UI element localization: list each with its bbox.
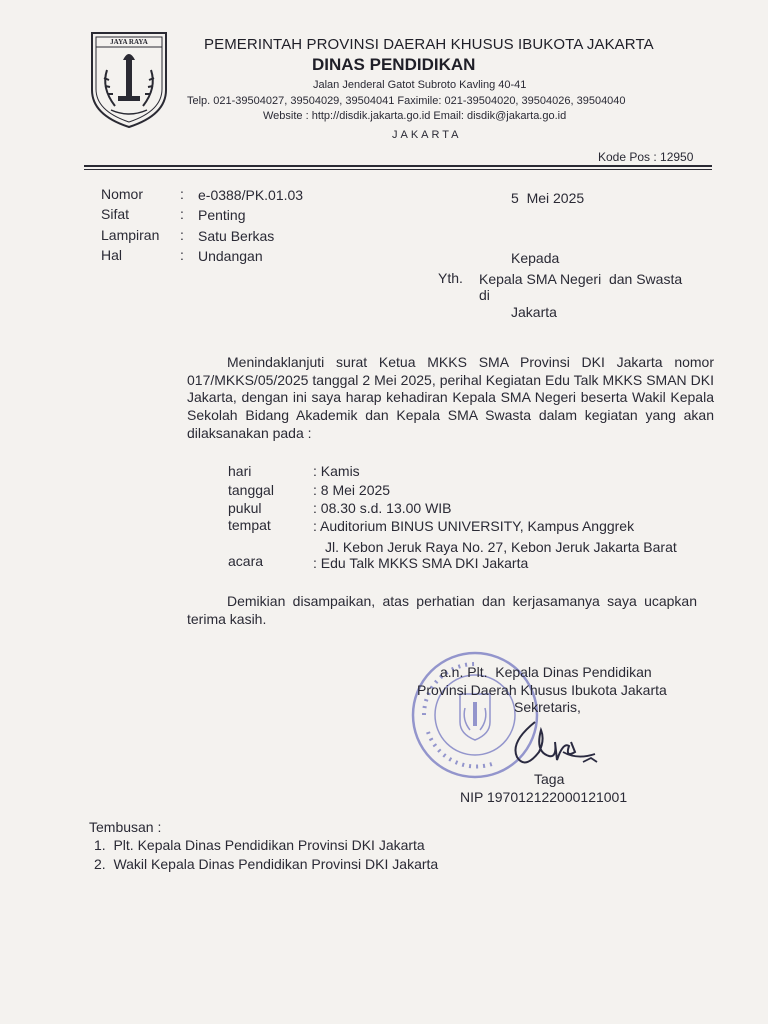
nomor-colon: : xyxy=(180,186,184,202)
letterhead-agency: DINAS PENDIDIKAN xyxy=(312,55,476,74)
sifat-label: Sifat xyxy=(101,206,130,222)
nomor-value: e-0388/PK.01.03 xyxy=(198,187,304,203)
lampiran-label: Lampiran xyxy=(101,227,160,243)
crest-motto: JAYA RAYA xyxy=(110,38,148,46)
signature-on-behalf: a.n. Plt. Kepala Dinas Pendidikan xyxy=(440,664,652,680)
letterhead-city: JAKARTA xyxy=(392,129,462,141)
letter-date: 5 Mei 2025 xyxy=(511,190,585,206)
recipient-name: Kepala SMA Negeri dan Swasta xyxy=(479,271,683,287)
letterhead-web: Website : http://disdik.jakarta.go.id Email: disdik@jakarta.go.id xyxy=(263,110,567,122)
cc-item: 2. Wakil Kepala Dinas Pendidikan Provinsi DKI Jakarta xyxy=(94,856,439,872)
postal-code: Kode Pos : 12950 xyxy=(598,150,694,164)
tanggal-label: tanggal xyxy=(228,482,274,498)
tempat-value: : Auditorium BINUS UNIVERSITY, Kampus Anggrek xyxy=(313,518,635,534)
cc-item: 1. Plt. Kepala Dinas Pendidikan Provinsi DKI Jakarta xyxy=(94,837,425,853)
pukul-label: pukul xyxy=(228,500,262,516)
hal-label: Hal xyxy=(101,247,123,263)
sifat-colon: : xyxy=(180,206,184,222)
jakarta-crest-logo xyxy=(89,30,169,130)
body-paragraph: Menindaklanjuti surat Ketua MKKS SMA Provinsi DKI Jakarta nomor 017/MKKS/05/2025 tanggal 2 Mei 2025, perihal Kegiatan Edu Talk MKKS SMAN DKI Jakarta, dengan ini saya harap kehadiran Kepala SMA Negeri beserta Wakil Kepala Sekolah Bidang Akademik dan Kepala SMA Swasta dalam kegiatan yang akan dilaksanakan pada : xyxy=(187,354,714,441)
cc-title: Tembusan : xyxy=(89,819,162,835)
lampiran-colon: : xyxy=(180,227,184,243)
recipient-yth: Yth. xyxy=(438,270,463,286)
hal-colon: : xyxy=(180,247,184,263)
letterhead-government: PEMERINTAH PROVINSI DAERAH KHUSUS IBUKOTA JAKARTA xyxy=(204,36,654,53)
tempat-label: tempat xyxy=(228,517,271,533)
signatory-name: Taga xyxy=(534,771,565,787)
recipient-di: di xyxy=(479,287,490,303)
hal-value: Undangan xyxy=(198,248,263,264)
letterhead-phone: Telp. 021-39504027, 39504029, 39504041 Faximile: 021-39504020, 39504026, 39504040 xyxy=(187,95,626,107)
signature-title: Sekretaris, xyxy=(514,699,581,715)
letterhead-address: Jalan Jenderal Gatot Subroto Kavling 40-41 xyxy=(313,79,527,91)
hari-value: : Kamis xyxy=(313,463,360,479)
closing-paragraph: Demikian disampaikan, atas perhatian dan kerjasamanya saya ucapkan terima kasih. xyxy=(187,593,697,627)
acara-label: acara xyxy=(228,553,264,569)
sifat-value: Penting xyxy=(198,207,246,223)
signatory-nip: NIP 197012122000121001 xyxy=(460,789,628,805)
tempat-address: Jl. Kebon Jeruk Raya No. 27, Kebon Jeruk Jakarta Barat xyxy=(325,539,677,555)
letterhead-divider-thin xyxy=(84,169,712,170)
recipient-kepada: Kepada xyxy=(511,250,560,266)
hari-label: hari xyxy=(228,463,252,479)
acara-value: : Edu Talk MKKS SMA DKI Jakarta xyxy=(313,555,529,571)
lampiran-value: Satu Berkas xyxy=(198,228,275,244)
tanggal-value: : 8 Mei 2025 xyxy=(313,482,391,498)
pukul-value: : 08.30 s.d. 13.00 WIB xyxy=(313,500,452,516)
nomor-label: Nomor xyxy=(101,186,144,202)
recipient-place: Jakarta xyxy=(511,304,557,320)
letterhead-divider xyxy=(84,165,712,167)
signature-agency: Provinsi Daerah Khusus Ibukota Jakarta xyxy=(417,682,667,698)
